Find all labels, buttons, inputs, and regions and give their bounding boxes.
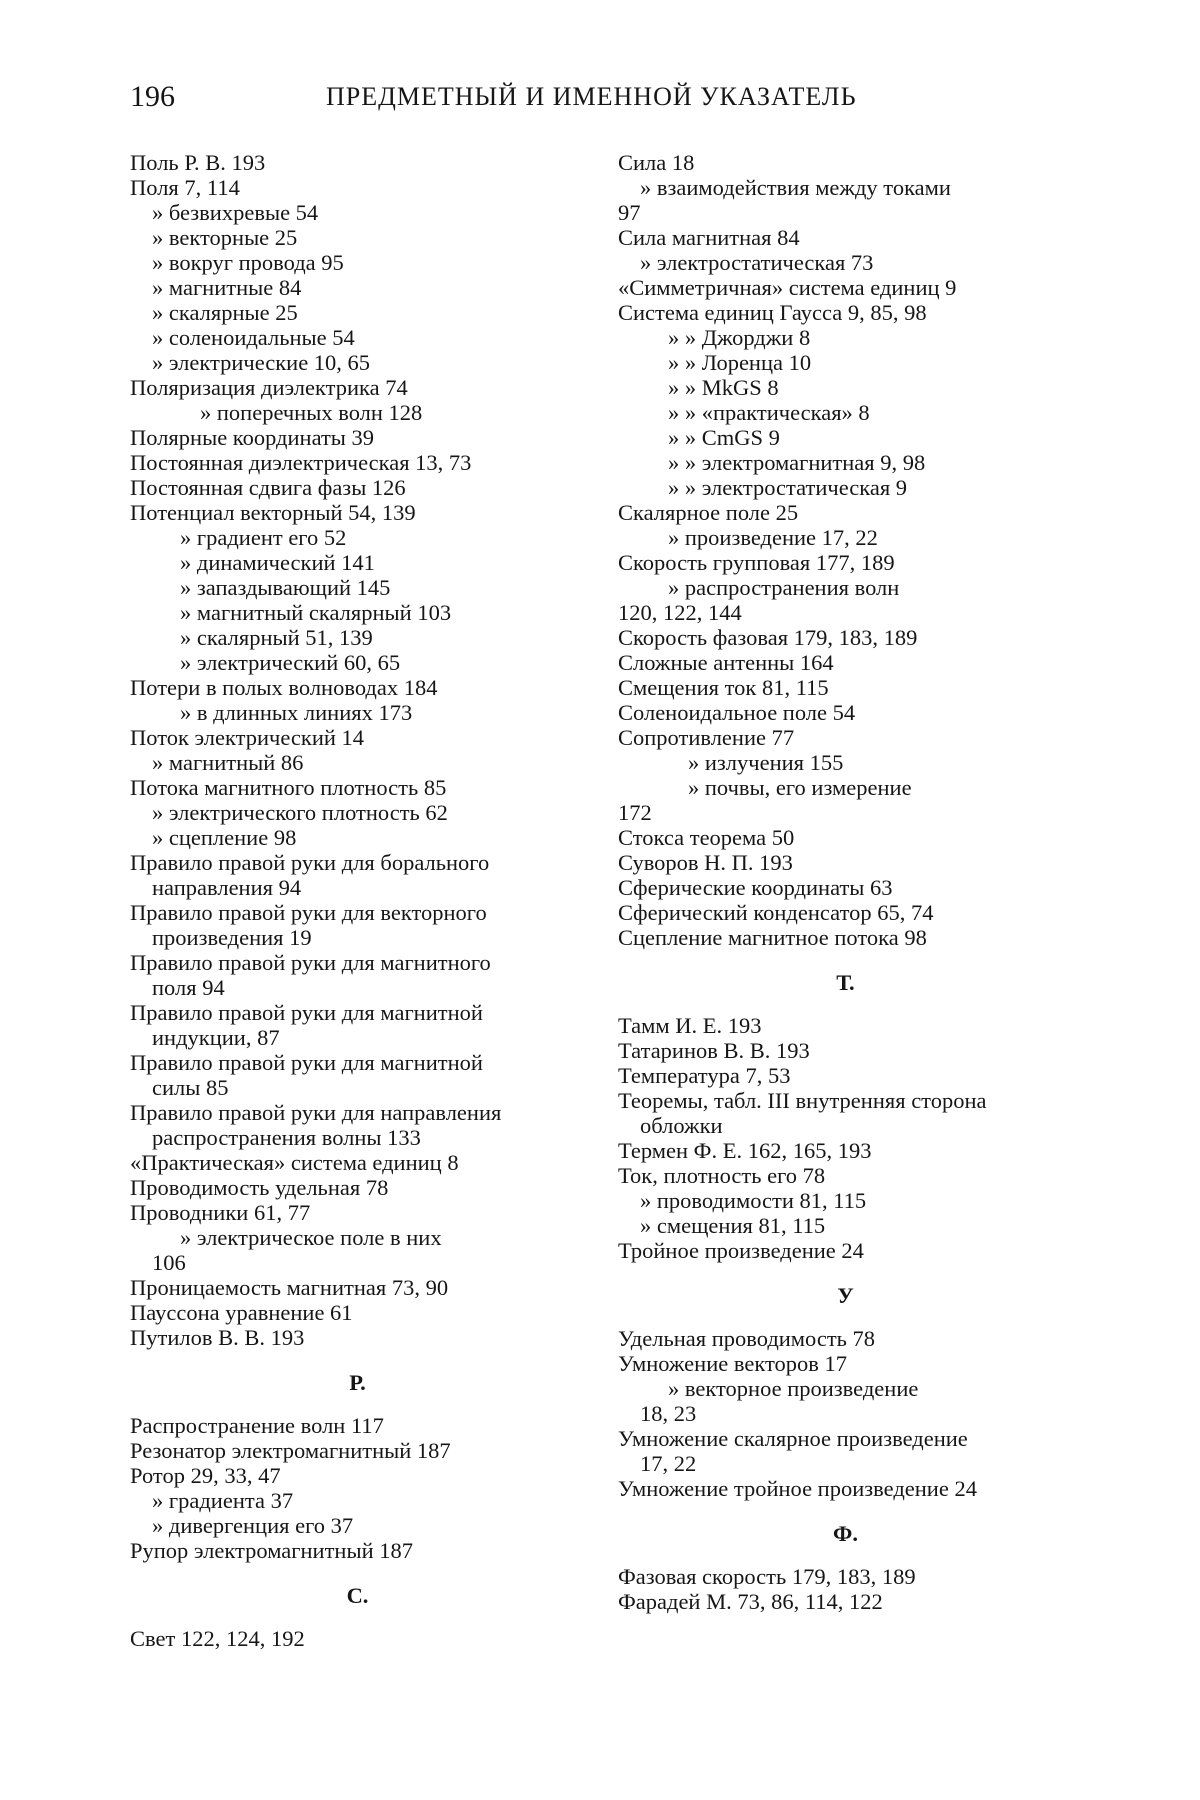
index-entry-continuation: 172 <box>618 800 652 825</box>
index-subentry: » » электростатическая 9 <box>668 475 908 500</box>
index-subentry: » градиента 37 <box>152 1488 294 1513</box>
section-heading-f: Ф. <box>833 1521 858 1546</box>
index-entry: Правило правой руки для магнитной <box>130 1000 483 1025</box>
index-subentry: » смещения 81, 115 <box>640 1213 826 1238</box>
index-column-left <box>130 150 585 1651</box>
index-subentry: » скалярные 25 <box>152 300 298 325</box>
index-subentry: » поперечных волн 128 <box>200 400 423 425</box>
index-entry: Сила магнитная 84 <box>618 225 800 250</box>
index-entry: Смещения ток 81, 115 <box>618 675 829 700</box>
index-entry: Скорость групповая 177, 189 <box>618 550 895 575</box>
index-subentry: » запаздывающий 145 <box>180 575 391 600</box>
index-entry-continuation: силы 85 <box>152 1075 229 1100</box>
index-subentry: » градиент его 52 <box>180 525 347 550</box>
index-entry: Правило правой руки для магнитного <box>130 950 491 975</box>
section-heading-s: С. <box>346 1583 369 1608</box>
index-entry: Ротор 29, 33, 47 <box>130 1463 281 1488</box>
index-entry-continuation: индукции, 87 <box>152 1025 280 1050</box>
index-subentry: » электростатическая 73 <box>640 250 874 275</box>
index-entry: Постоянная диэлектрическая 13, 73 <box>130 450 472 475</box>
index-entry: Соленоидальное поле 54 <box>618 700 856 725</box>
index-entry: Умножение векторов 17 <box>618 1351 847 1376</box>
index-subentry: » векторное произведение <box>668 1376 919 1401</box>
index-entry: Скорость фазовая 179, 183, 189 <box>618 625 918 650</box>
index-subentry: » электрического плотность 62 <box>152 800 448 825</box>
index-subentry: » векторные 25 <box>152 225 298 250</box>
index-entry: Сферические координаты 63 <box>618 875 893 900</box>
index-entry-continuation: 17, 22 <box>640 1451 697 1476</box>
index-entry: Потенциал векторный 54, 139 <box>130 500 416 525</box>
index-entry: Рупор электромагнитный 187 <box>130 1538 413 1563</box>
index-entry: Поток электрический 14 <box>130 725 365 750</box>
index-subentry: » скалярный 51, 139 <box>180 625 373 650</box>
index-entry: Температура 7, 53 <box>618 1063 791 1088</box>
index-subentry: » излучения 155 <box>688 750 844 775</box>
index-subentry: » соленоидальные 54 <box>152 325 355 350</box>
index-subentry: » » «практическая» 8 <box>668 400 870 425</box>
index-entry: Фазовая скорость 179, 183, 189 <box>618 1564 916 1589</box>
index-subentry: » взаимодействия между токами <box>640 175 951 200</box>
index-entry: Поль Р. В. 193 <box>130 150 266 175</box>
index-entry: Поляризация диэлектрика 74 <box>130 375 408 400</box>
index-entry: Термен Ф. Е. 162, 165, 193 <box>618 1138 872 1163</box>
index-entry: Потери в полых волноводах 184 <box>130 675 438 700</box>
index-subentry: » электрический 60, 65 <box>180 650 401 675</box>
index-subentry: » электрическое поле в них <box>180 1225 442 1250</box>
index-entry: Теоремы, табл. III внутренняя сторона <box>618 1088 987 1113</box>
index-entry: Фарадей М. 73, 86, 114, 122 <box>618 1589 883 1614</box>
index-entry: Поля 7, 114 <box>130 175 240 200</box>
index-subentry: » » CmGS 9 <box>668 425 780 450</box>
index-subentry: » вокруг провода 95 <box>152 250 344 275</box>
page-number: 196 <box>130 80 175 113</box>
index-entry: Правило правой руки для борального <box>130 850 490 875</box>
index-entry-continuation: обложки <box>640 1113 723 1138</box>
index-subentry: » динамический 141 <box>180 550 375 575</box>
index-entry: Сила 18 <box>618 150 695 175</box>
index-entry-continuation: 120, 122, 144 <box>618 600 742 625</box>
index-entry-continuation: 97 <box>618 200 641 225</box>
index-entry: Путилов В. В. 193 <box>130 1325 305 1350</box>
index-entry: Ток, плотность его 78 <box>618 1163 826 1188</box>
index-entry: Тамм И. Е. 193 <box>618 1013 762 1038</box>
index-entry-continuation: 106 <box>152 1250 186 1275</box>
index-entry-continuation: произведения 19 <box>152 925 312 950</box>
index-entry: Сферический конденсатор 65, 74 <box>618 900 934 925</box>
index-subentry: » безвихревые 54 <box>152 200 319 225</box>
index-subentry: » » MkGS 8 <box>668 375 779 400</box>
index-entry-continuation: 18, 23 <box>640 1401 697 1426</box>
section-heading-r: Р. <box>349 1370 366 1395</box>
index-entry: Суворов Н. П. 193 <box>618 850 793 875</box>
index-entry: Постоянная сдвига фазы 126 <box>130 475 406 500</box>
index-entry: Стокса теорема 50 <box>618 825 795 850</box>
index-subentry: » электрические 10, 65 <box>152 350 371 375</box>
index-entry: Сцепление магнитное потока 98 <box>618 925 927 950</box>
index-entry: Тройное произведение 24 <box>618 1238 864 1263</box>
index-entry: Проводники 61, 77 <box>130 1200 311 1225</box>
index-entry: «Симметричная» система единиц 9 <box>618 275 957 300</box>
index-subentry: » в длинных линиях 173 <box>180 700 413 725</box>
index-entry: Правило правой руки для магнитной <box>130 1050 483 1075</box>
index-entry: «Практическая» система единиц 8 <box>130 1150 459 1175</box>
index-column-right <box>618 150 1073 1614</box>
index-entry: Умножение тройное произведение 24 <box>618 1476 977 1501</box>
index-subentry: » произведение 17, 22 <box>668 525 878 550</box>
index-entry: Система единиц Гаусса 9, 85, 98 <box>618 300 927 325</box>
index-subentry: » сцепление 98 <box>152 825 297 850</box>
index-subentry: » почвы, его измерение <box>688 775 912 800</box>
index-entry: Татаринов В. В. 193 <box>618 1038 810 1063</box>
index-subentry: » » электромагнитная 9, 98 <box>668 450 926 475</box>
index-entry-continuation: распространения волны 133 <box>152 1125 421 1150</box>
index-subentry: » магнитный скалярный 103 <box>180 600 452 625</box>
index-entry: Проводимость удельная 78 <box>130 1175 389 1200</box>
index-subentry: » распространения волн <box>668 575 900 600</box>
page-header <box>130 80 1090 130</box>
index-subentry: » проводимости 81, 115 <box>640 1188 867 1213</box>
index-entry: Скалярное поле 25 <box>618 500 799 525</box>
index-entry: Потока магнитного плотность 85 <box>130 775 447 800</box>
section-heading-t: Т. <box>836 970 855 995</box>
running-title: ПРЕДМЕТНЫЙ И ИМЕННОЙ УКАЗАТЕЛЬ <box>326 82 857 111</box>
index-entry: Свет 122, 124, 192 <box>130 1626 305 1651</box>
index-subentry: » магнитные 84 <box>152 275 302 300</box>
index-entry: Распространение волн 117 <box>130 1413 384 1438</box>
index-entry: Сложные антенны 164 <box>618 650 834 675</box>
section-heading-u: У <box>837 1283 854 1308</box>
index-entry: Умножение скалярное произведение <box>618 1426 968 1451</box>
index-subentry: » » Лоренца 10 <box>668 350 812 375</box>
index-entry: Правило правой руки для векторного <box>130 900 487 925</box>
index-entry: Удельная проводимость 78 <box>618 1326 876 1351</box>
index-entry: Сопротивление 77 <box>618 725 795 750</box>
index-entry: Резонатор электромагнитный 187 <box>130 1438 451 1463</box>
index-subentry: » магнитный 86 <box>152 750 304 775</box>
index-entry-continuation: направления 94 <box>152 875 302 900</box>
index-entry-continuation: поля 94 <box>152 975 225 1000</box>
index-entry: Пауссона уравнение 61 <box>130 1300 353 1325</box>
index-entry: Проницаемость магнитная 73, 90 <box>130 1275 449 1300</box>
index-entry: Правило правой руки для направления <box>130 1100 502 1125</box>
index-subentry: » дивергенция его 37 <box>152 1513 354 1538</box>
index-subentry: » » Джорджи 8 <box>668 325 811 350</box>
index-entry: Полярные координаты 39 <box>130 425 375 450</box>
